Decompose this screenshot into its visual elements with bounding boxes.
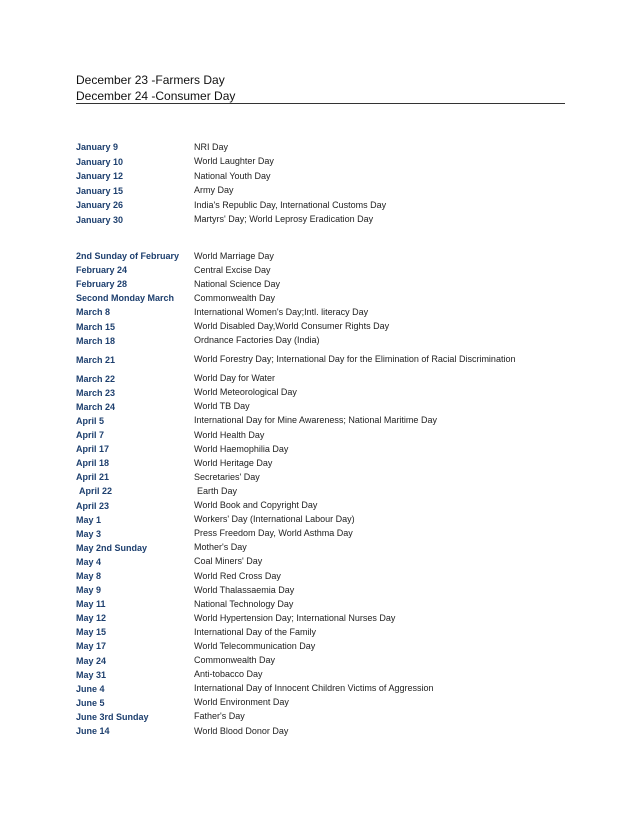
table-row	[76, 319, 566, 333]
date-cell: March 21	[76, 354, 116, 365]
event-cell: World Environment Day	[194, 697, 289, 708]
event-cell: Army Day	[194, 185, 234, 196]
header-line-farmers-day: December 23 -Farmers Day	[76, 73, 225, 87]
table-row	[76, 428, 566, 442]
event-cell: World Hypertension Day; International Nurses Day	[194, 612, 396, 623]
event-cell: International Day for Mine Awareness; National Maritime Day	[194, 415, 437, 426]
date-cell: May 3	[76, 528, 102, 539]
date-cell: May 2nd Sunday	[76, 542, 148, 553]
event-cell: World Disabled Day,World Consumer Rights Day	[194, 321, 390, 332]
table-row	[76, 334, 566, 348]
event-cell: World Book and Copyright Day	[194, 500, 318, 511]
table-row	[76, 583, 566, 597]
event-cell: Earth Day	[197, 485, 238, 496]
table-row	[76, 569, 566, 583]
table-row	[76, 682, 566, 696]
table-row	[76, 213, 566, 228]
date-cell: March 24	[76, 401, 116, 412]
date-cell: January 26	[76, 200, 124, 211]
date-cell: April 23	[76, 500, 110, 511]
event-cell: Anti-tobacco Day	[194, 669, 263, 680]
event-cell: World Day for Water	[194, 373, 276, 384]
date-cell: May 1	[76, 514, 102, 525]
event-cell: Ordnance Factories Day (India)	[194, 335, 320, 346]
event-cell: Martyrs' Day; World Leprosy Eradication Day	[194, 214, 374, 225]
date-cell: March 8	[76, 307, 111, 318]
table-row	[76, 249, 566, 263]
table-row	[76, 499, 566, 513]
date-cell: January 10	[76, 156, 124, 167]
date-cell: April 5	[76, 415, 105, 426]
table-row	[76, 470, 566, 484]
table-row	[76, 155, 566, 170]
date-cell: March 22	[76, 373, 116, 384]
date-cell: January 15	[76, 185, 124, 196]
date-cell: April 22	[79, 486, 113, 497]
event-cell: World Health Day	[194, 429, 265, 440]
table-row	[76, 597, 566, 611]
table-row	[76, 400, 566, 414]
date-cell: May 17	[76, 641, 107, 652]
date-cell: June 5	[76, 697, 105, 708]
event-cell: World Marriage Day	[194, 250, 274, 261]
table-row	[76, 140, 566, 155]
event-cell: Press Freedom Day, World Asthma Day	[194, 528, 353, 539]
table-row	[76, 442, 566, 456]
date-cell: May 24	[76, 655, 107, 666]
date-cell: January 30	[76, 214, 124, 225]
event-cell: World Laughter Day	[194, 156, 274, 167]
event-cell: World TB Day	[194, 401, 250, 412]
date-cell: May 15	[76, 627, 107, 638]
event-cell: India's Republic Day, International Customs Day	[194, 199, 387, 210]
date-cell: May 4	[76, 556, 102, 567]
header-divider	[76, 103, 565, 104]
table-row	[76, 513, 566, 527]
table-row	[76, 710, 566, 724]
table-row	[76, 305, 566, 319]
event-cell: National Youth Day	[194, 170, 271, 181]
date-cell: 2nd Sunday of February	[76, 251, 180, 262]
date-cell: April 7	[76, 430, 105, 441]
event-cell: NRI Day	[194, 141, 229, 152]
table-row	[76, 456, 566, 470]
table-row	[76, 348, 566, 372]
table-row	[76, 541, 566, 555]
table-row	[76, 654, 566, 668]
table-row	[76, 527, 566, 541]
event-cell: Coal Miners' Day	[194, 556, 263, 567]
table-row	[76, 625, 566, 639]
event-cell: World Haemophilia Day	[194, 443, 289, 454]
event-cell: World Telecommunication Day	[194, 640, 316, 651]
event-cell: Secretaries' Day	[194, 471, 260, 482]
january-days-table	[76, 140, 566, 227]
table-row	[76, 611, 566, 625]
event-cell: Commonwealth Day	[194, 292, 276, 303]
event-cell: International Day of Innocent Children Victims of Aggression	[194, 683, 434, 694]
table-row	[76, 291, 566, 305]
table-row	[76, 724, 566, 738]
date-cell: March 15	[76, 321, 116, 332]
table-row	[76, 169, 566, 184]
date-cell: March 18	[76, 335, 116, 346]
document-header	[76, 72, 566, 104]
date-cell: April 18	[76, 458, 110, 469]
date-cell: June 4	[76, 683, 105, 694]
date-cell: January 9	[76, 142, 119, 153]
event-cell: National Technology Day	[194, 598, 294, 609]
table-row	[76, 263, 566, 277]
event-cell: World Forestry Day; International Day for the Elimination of Racial Discrimination	[194, 354, 516, 365]
table-row	[76, 184, 566, 199]
date-cell: May 9	[76, 585, 102, 596]
date-cell: January 12	[76, 171, 124, 182]
table-row	[76, 386, 566, 400]
event-cell: World Meteorological Day	[194, 387, 297, 398]
february-june-days-table	[76, 249, 566, 738]
event-cell: International Women's Day;Intl. literacy Day	[194, 306, 369, 317]
event-cell: National Science Day	[194, 278, 281, 289]
event-cell: International Day of the Family	[194, 626, 317, 637]
event-cell: Father's Day	[194, 711, 245, 722]
date-cell: April 21	[76, 472, 110, 483]
event-cell: World Blood Donor Day	[194, 725, 289, 736]
table-row	[76, 484, 566, 498]
table-row	[76, 277, 566, 291]
table-row	[76, 372, 566, 386]
event-cell: World Thalassaemia Day	[194, 584, 295, 595]
table-row	[76, 555, 566, 569]
table-row	[76, 696, 566, 710]
date-cell: March 23	[76, 387, 116, 398]
table-row	[76, 198, 566, 213]
table-row	[76, 639, 566, 653]
date-cell: February 28	[76, 279, 128, 290]
event-cell: Workers' Day (International Labour Day)	[194, 514, 355, 525]
date-cell: February 24	[76, 265, 128, 276]
event-cell: Central Excise Day	[194, 264, 271, 275]
event-cell: World Heritage Day	[194, 457, 273, 468]
date-cell: May 31	[76, 669, 107, 680]
date-cell: May 11	[76, 599, 106, 610]
table-row	[76, 414, 566, 428]
date-cell: April 17	[76, 444, 110, 455]
header-line-consumer-day: December 24 -Consumer Day	[76, 89, 236, 103]
event-cell: World Red Cross Day	[194, 570, 281, 581]
date-cell: May 12	[76, 613, 107, 624]
date-cell: June 3rd Sunday	[76, 711, 149, 722]
date-cell: May 8	[76, 571, 102, 582]
table-row	[76, 668, 566, 682]
event-cell: Mother's Day	[194, 542, 247, 553]
date-cell: June 14	[76, 726, 110, 737]
date-cell: Second Monday March	[76, 293, 175, 304]
event-cell: Commonwealth Day	[194, 655, 276, 666]
